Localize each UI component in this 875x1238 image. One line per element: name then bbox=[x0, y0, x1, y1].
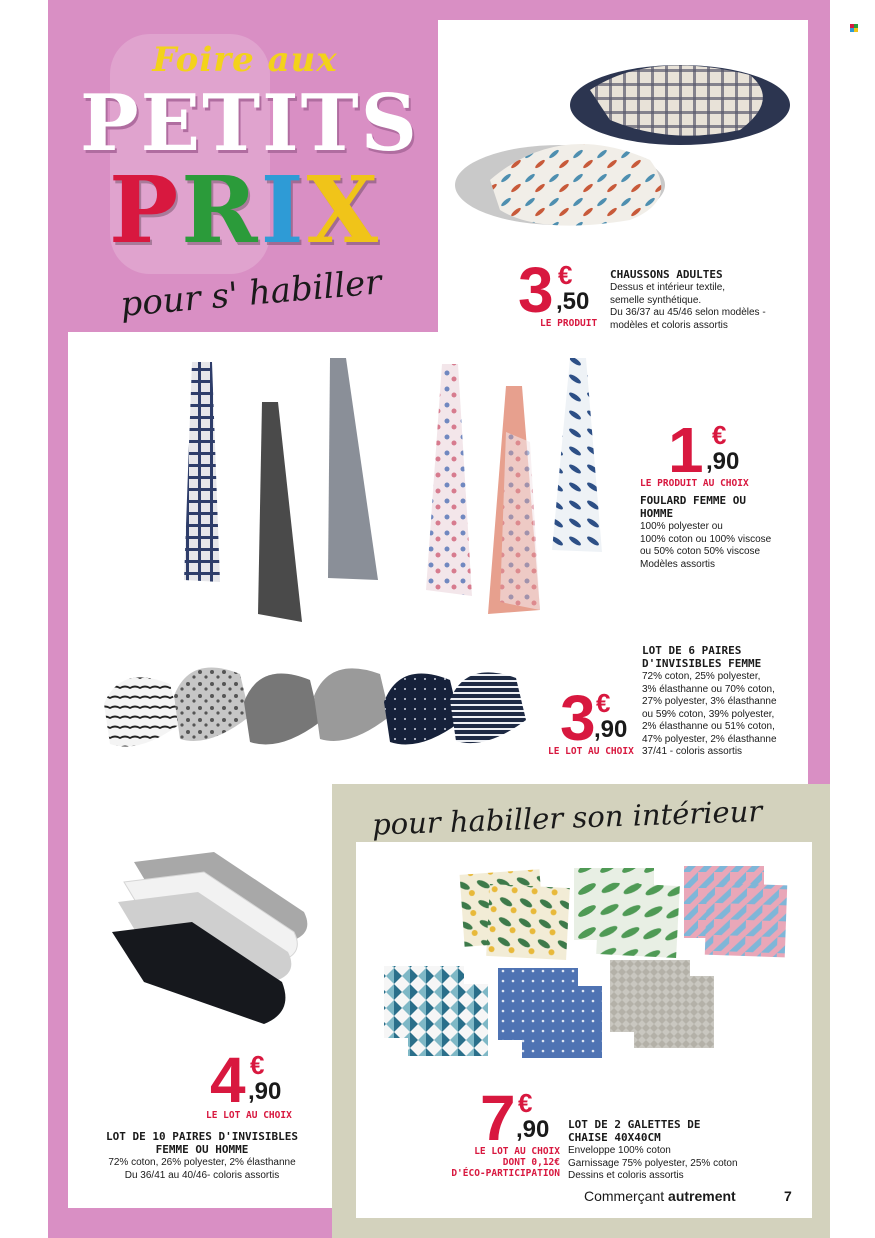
title-prix bbox=[80, 156, 410, 264]
women-socks-image bbox=[100, 644, 540, 754]
socks-10-desc: 72% coton, 26% polyester, 2% élasthanne Du 36/41 au 40/46- coloris assortis bbox=[108, 1157, 296, 1181]
price-decimal: ,90 bbox=[516, 1116, 550, 1143]
section-interior-title: pour habiller son intérieur bbox=[371, 794, 763, 842]
price-integer: 7 bbox=[480, 1082, 514, 1154]
price-integer: 1 bbox=[668, 414, 702, 486]
women-socks-name: LOT DE 6 PAIRES D'INVISIBLES FEMME bbox=[642, 644, 762, 670]
women-socks-desc: 72% coton, 25% polyester, 3% élasthanne ou 70% coton, 27% polyester, 3% élasthanne ou 59% coton, 39% polyester, 2% élasthanne ou 51% coton, 47% polyester, 2% élasthanne 37/41 - coloris assortis bbox=[642, 671, 777, 757]
brand-logo-icon bbox=[850, 24, 858, 32]
socks-10-tag: LE LOT AU CHOIX bbox=[206, 1110, 292, 1121]
title-foire: Foire aux bbox=[152, 40, 338, 80]
socks-10-image bbox=[104, 852, 334, 1032]
price-integer: 4 bbox=[210, 1044, 244, 1116]
cushions-image bbox=[378, 856, 798, 1076]
women-socks-tag: LE LOT AU CHOIX bbox=[548, 746, 634, 757]
scarf-name: FOULARD FEMME OU HOMME bbox=[640, 494, 746, 520]
scarf-desc: 100% polyester ou 100% coton ou 100% viscose ou 50% coton 50% viscose Modèles assortis bbox=[640, 521, 772, 570]
price-currency: € bbox=[596, 688, 611, 718]
price-integer: 3 bbox=[560, 682, 594, 754]
price-integer: 3 bbox=[518, 254, 552, 326]
socks-10-price bbox=[210, 1044, 310, 1118]
title-petits: PETITS bbox=[80, 78, 420, 169]
price-currency: € bbox=[250, 1050, 265, 1080]
price-currency: € bbox=[558, 260, 573, 290]
prix-letter: X bbox=[306, 156, 382, 264]
title-subtitle: pour s' habiller bbox=[118, 262, 384, 325]
socks-10-name: LOT DE 10 PAIRES D'INVISIBLES FEMME OU HOMME bbox=[105, 1130, 299, 1156]
prix-letter: I bbox=[260, 156, 307, 264]
price-currency: € bbox=[712, 420, 727, 450]
price-decimal: ,90 bbox=[594, 716, 628, 743]
cushions-name: LOT DE 2 GALETTES DE CHAISE 40X40CM bbox=[568, 1118, 701, 1144]
prix-letter: P bbox=[108, 156, 182, 264]
cushions-desc: Enveloppe 100% coton Garnissage 75% polyester, 25% coton Dessins et coloris assortis bbox=[568, 1145, 738, 1181]
price-decimal: ,50 bbox=[556, 288, 590, 315]
price-decimal: ,90 bbox=[248, 1078, 282, 1105]
slippers-tag: LE PRODUIT bbox=[540, 318, 598, 329]
scarves-image bbox=[170, 352, 620, 632]
price-decimal: ,90 bbox=[706, 448, 740, 475]
prix-letter: R bbox=[181, 156, 261, 264]
price-currency: € bbox=[518, 1088, 533, 1118]
footer-brand: Commerçant autrement bbox=[584, 1188, 736, 1204]
slippers-name: CHAUSSONS ADULTES bbox=[610, 268, 723, 281]
page-number: 7 bbox=[784, 1188, 792, 1204]
scarf-tag: LE PRODUIT AU CHOIX bbox=[640, 478, 749, 489]
cushions-tag: LE LOT AU CHOIX DONT 0,12€ D'ÉCO-PARTICIPATION bbox=[451, 1146, 560, 1179]
slippers-image bbox=[450, 50, 790, 250]
slippers-desc: Dessus et intérieur textile, semelle synthétique. Du 36/37 au 45/46 selon modèles - modèles et coloris assortis bbox=[610, 282, 766, 331]
promo-title bbox=[80, 24, 420, 325]
